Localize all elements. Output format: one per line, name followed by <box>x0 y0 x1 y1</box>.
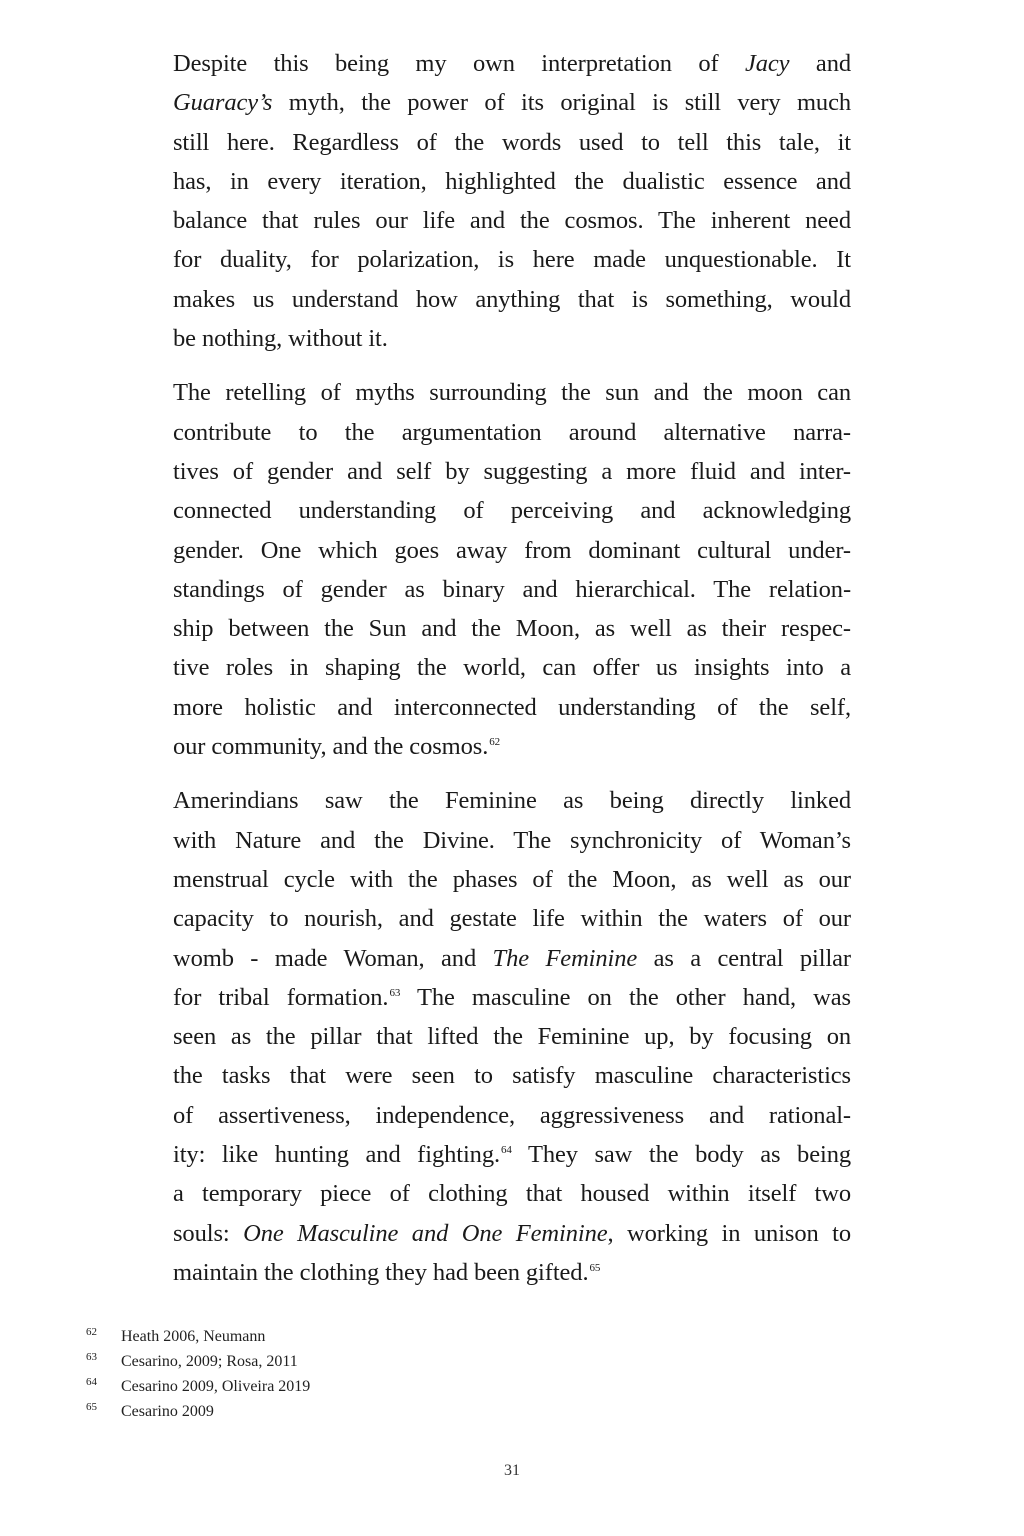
text-line <box>173 452 851 491</box>
text-line <box>173 688 851 727</box>
footnote-number: 63 <box>86 1351 97 1363</box>
text-run: connected understanding of perceiving and acknowledging <box>173 497 851 525</box>
text-run: tives of gender and self by suggesting a more fluid and inter- <box>173 457 851 485</box>
text-run: contribute to the argumentation around alternative narra- <box>173 418 851 446</box>
text-run: of assertiveness, independence, aggressiveness and rational- <box>173 1101 851 1129</box>
footnotes <box>86 1324 586 1424</box>
italic-text: Jacy <box>744 50 790 77</box>
text-line <box>173 319 851 358</box>
text-run: be nothing, without it. <box>173 325 388 353</box>
text-run: and <box>789 50 851 77</box>
text-run: standings of gender as binary and hierarchical. The relation- <box>173 575 851 603</box>
footnote-text: Cesarino, 2009; Rosa, 2011 <box>121 1353 298 1370</box>
text-run: Despite this being my own interpretation of <box>173 50 745 77</box>
text-run: ship between the Sun and the Moon, as well as their respec- <box>173 615 851 643</box>
text-run: a temporary piece of clothing that housed within itself two <box>173 1180 851 1208</box>
text-run: seen as the pillar that lifted the Feminine up, by focusing on <box>173 1023 851 1051</box>
text-line <box>173 1017 851 1056</box>
text-line <box>173 1253 851 1292</box>
footnote-63 <box>86 1349 586 1374</box>
text-run: our community, and the cosmos. <box>173 733 489 761</box>
footnote-text: Heath 2006, Neumann <box>121 1328 266 1345</box>
paragraph <box>173 44 851 358</box>
footnote-reference[interactable]: 64 <box>501 1143 512 1156</box>
footnote-number: 65 <box>86 1401 97 1413</box>
text-line <box>173 201 851 240</box>
text-line <box>173 899 851 938</box>
text-line <box>173 373 851 412</box>
text-run: more holistic and interconnected understanding of the self, <box>173 693 851 721</box>
text-run: with Nature and the Divine. The synchronicity of Woman’s <box>173 826 851 854</box>
text-run: souls: <box>173 1219 244 1247</box>
text-line <box>173 162 851 201</box>
text-run: ity: like hunting and fighting. <box>173 1141 500 1169</box>
text-line <box>173 1174 851 1213</box>
text-line <box>173 83 851 122</box>
body-text <box>173 44 851 1307</box>
footnote-reference[interactable]: 62 <box>489 735 501 748</box>
text-line <box>173 280 851 319</box>
text-line <box>173 1056 851 1095</box>
text-run: the tasks that were seen to satisfy masculine characteristics <box>173 1062 851 1090</box>
footnote-number: 64 <box>86 1376 97 1388</box>
text-run: maintain the clothing they had been gifted. <box>173 1258 589 1286</box>
footnote-number: 62 <box>86 1326 97 1338</box>
italic-text: One Masculine and One Feminine <box>243 1219 608 1247</box>
text-run: The masculine on the other hand, was <box>400 983 851 1011</box>
text-run: , working in unison to <box>607 1219 851 1247</box>
text-line <box>173 44 851 83</box>
text-run: tive roles in shaping the world, can offer us insights into a <box>173 654 851 682</box>
text-run: menstrual cycle with the phases of the Moon, as well as our <box>173 865 851 893</box>
text-run: capacity to nourish, and gestate life within the waters of our <box>173 905 851 933</box>
text-run: for duality, for polarization, is here made unquestionable. It <box>173 246 851 274</box>
text-line <box>173 1214 851 1253</box>
text-run: gender. One which goes away from dominant cultural under- <box>173 536 851 564</box>
text-line <box>173 821 851 860</box>
italic-text: The Feminine <box>492 944 638 972</box>
text-run: balance that rules our life and the cosmos. The inherent need <box>173 207 851 235</box>
text-line <box>173 860 851 899</box>
paragraph <box>173 373 851 766</box>
text-line <box>173 531 851 570</box>
text-line <box>173 978 851 1017</box>
text-run: makes us understand how anything that is something, would <box>173 285 851 313</box>
text-run: still here. Regardless of the words used to tell this tale, it <box>173 128 851 156</box>
text-run: womb - made Woman, and <box>173 944 493 972</box>
footnote-text: Cesarino 2009 <box>121 1403 214 1420</box>
footnote-reference[interactable]: 63 <box>389 986 401 999</box>
footnote-64 <box>86 1374 586 1399</box>
page-number: 31 <box>504 1462 520 1479</box>
text-line <box>173 1135 851 1174</box>
text-run: for tribal formation. <box>173 983 389 1011</box>
text-line <box>173 648 851 687</box>
paragraph <box>173 781 851 1292</box>
text-run: Amerindians saw the Feminine as being directly linked <box>173 787 851 815</box>
footnote-62 <box>86 1324 586 1349</box>
text-line <box>173 123 851 162</box>
footnote-text: Cesarino 2009, Oliveira 2019 <box>121 1378 311 1395</box>
text-line <box>173 939 851 978</box>
text-run: The retelling of myths surrounding the sun and the moon can <box>173 379 851 407</box>
text-line <box>173 491 851 530</box>
text-line <box>173 240 851 279</box>
text-run: myth, the power of its original is still very much <box>272 89 851 117</box>
text-line <box>173 570 851 609</box>
text-line <box>173 413 851 452</box>
text-line <box>173 1096 851 1135</box>
footnote-65 <box>86 1399 586 1424</box>
text-run: has, in every iteration, highlighted the dualistic essence and <box>173 167 851 195</box>
italic-text: Guaracy’s <box>173 89 273 117</box>
text-line <box>173 781 851 820</box>
text-line <box>173 609 851 648</box>
text-line <box>173 727 851 766</box>
footnote-reference[interactable]: 65 <box>589 1261 601 1274</box>
text-run: They saw the body as being <box>511 1141 851 1169</box>
text-run: as a central pillar <box>637 944 851 972</box>
